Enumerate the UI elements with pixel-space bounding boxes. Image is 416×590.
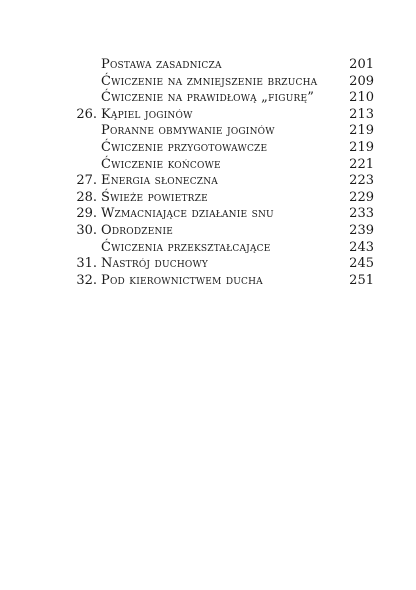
toc-entry-number: 27. [76,173,97,189]
toc-entry-title: Świeże powietrze [101,189,208,205]
toc-entry-page: 219 [349,123,374,139]
toc-entry [0,190,416,207]
toc-entry-page: 213 [349,106,374,122]
toc-entry-title: Kąpiel joginów [101,106,193,122]
toc-entry-number: 32. [76,272,97,288]
toc-entry-number: 30. [76,222,97,238]
toc-entry-page: 221 [349,156,374,172]
toc-entry [0,206,416,223]
toc-entry-title: Poranne obmywanie joginów [101,123,275,139]
toc-entry-number: 29. [76,206,97,222]
toc-entry [0,107,416,124]
toc-entry-title: Postawa zasadnicza [101,57,222,72]
toc-entry-title: Odrodzenie [101,222,174,238]
toc-entry [0,57,416,74]
table-of-contents [0,57,416,289]
toc-entry [0,74,416,91]
toc-entry-page: 229 [349,189,374,205]
toc-entry-page: 209 [349,73,374,89]
toc-entry [0,223,416,240]
toc-entry-page: 210 [349,90,374,106]
toc-entry-title: Ćwiczenia przekształcające [101,239,271,255]
toc-entry [0,157,416,174]
toc-entry-title: Pod kierownictwem ducha [101,272,263,288]
toc-entry-page: 251 [349,272,374,288]
toc-entry-page: 239 [349,222,374,238]
toc-entry-title: Ćwiczenie końcowe [101,156,221,172]
toc-entry [0,123,416,140]
toc-entry [0,240,416,257]
toc-entry-title: Energia słoneczna [101,173,219,189]
toc-entry-number: 28. [76,189,97,205]
toc-entry-title: Wzmacniające działanie snu [101,206,274,222]
toc-entry-number: 31. [76,256,97,272]
toc-entry-title: Ćwiczenie na zmniejszenie brzucha [101,73,318,89]
toc-entry-page: 219 [349,139,374,155]
toc-entry-page: 223 [349,173,374,189]
toc-entry-page: 245 [349,256,374,272]
toc-entry-number: 26. [76,106,97,122]
toc-entry-page: 201 [349,57,374,72]
toc-entry-page: 243 [349,239,374,255]
toc-entry [0,140,416,157]
toc-entry [0,90,416,107]
toc-entry-title: Ćwiczenie na prawidłową „figurę” [101,90,315,106]
toc-entry-page: 233 [349,206,374,222]
toc-entry-title: Ćwiczenie przygotowawcze [101,139,268,155]
toc-entry [0,273,416,290]
toc-entry-title: Nastrój duchowy [101,256,209,272]
toc-entry [0,256,416,273]
toc-entry [0,173,416,190]
